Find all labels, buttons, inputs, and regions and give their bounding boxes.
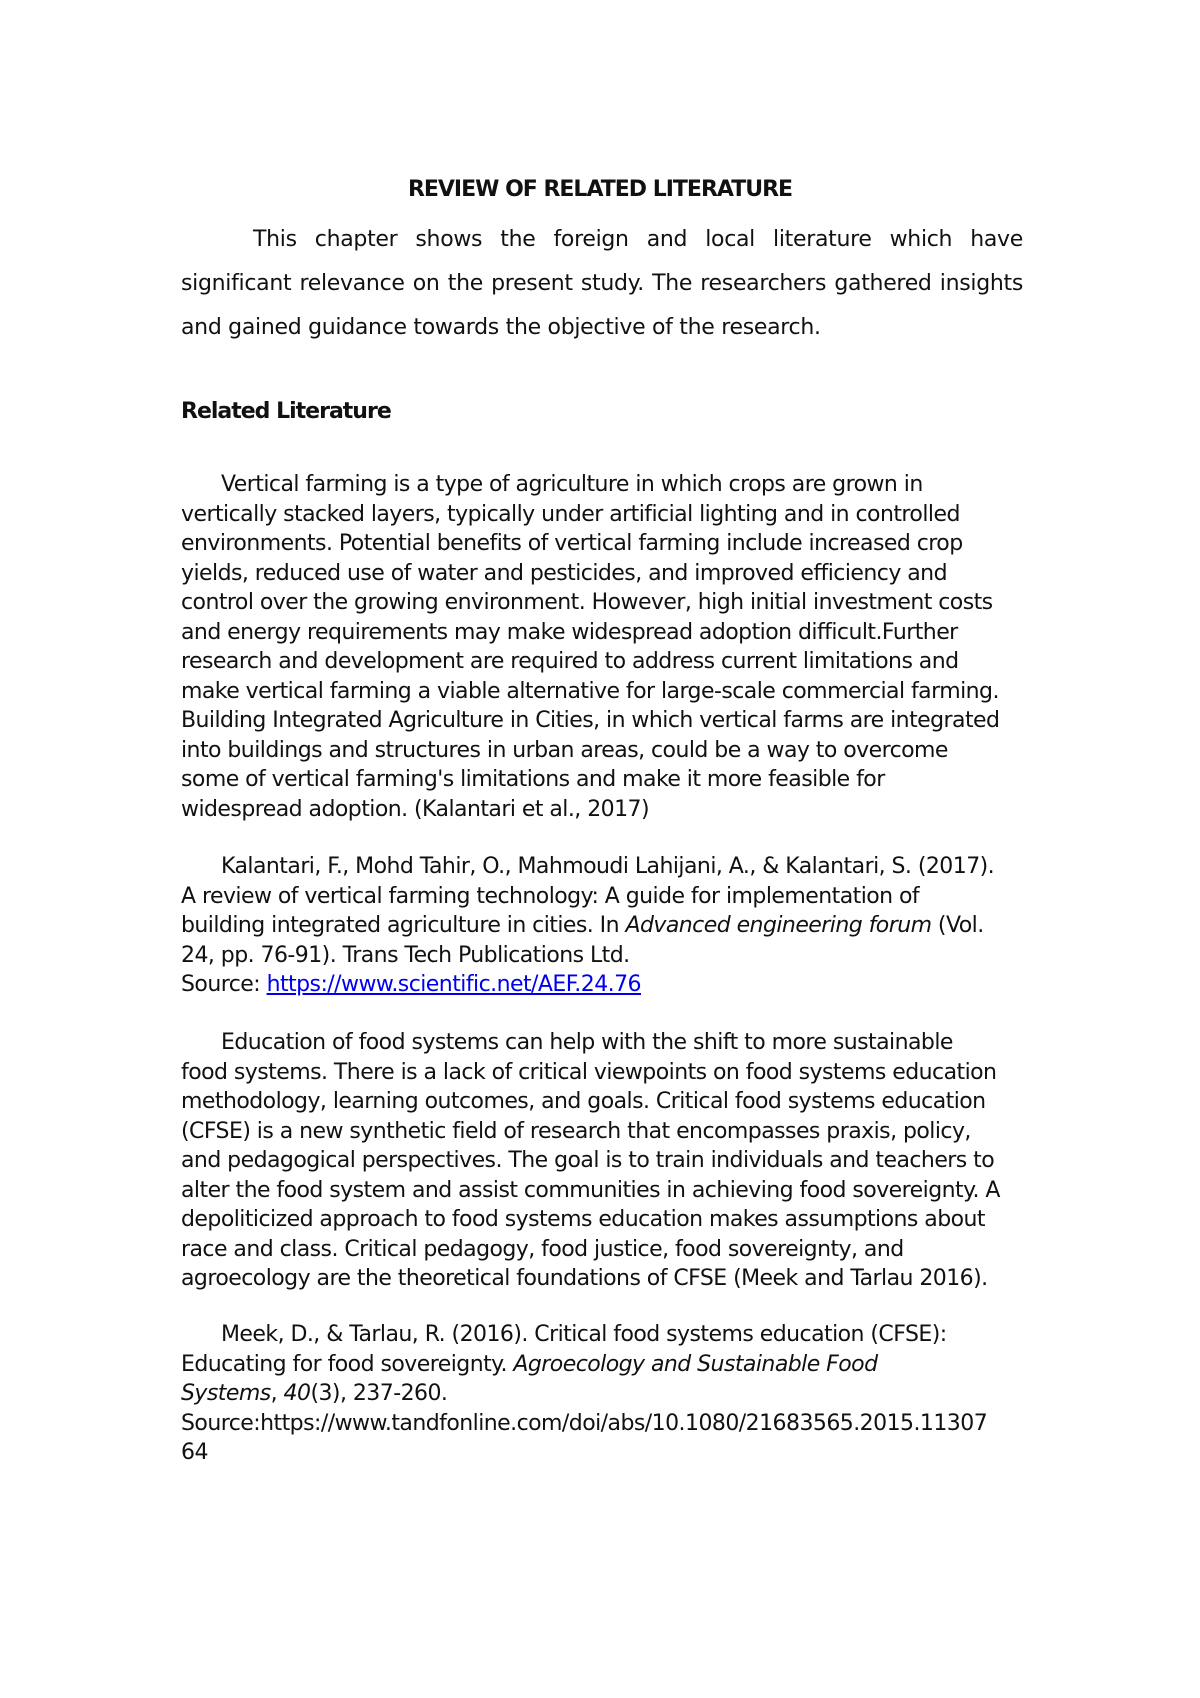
reference-text: (3), 237-260. xyxy=(310,1381,448,1406)
paragraph-line: alter the food system and assist communities in achieving food sovereignty. A xyxy=(181,1177,1000,1203)
intro-text: This chapter shows the foreign and local literature which have significant relevance on the present study. The researchers gathered insights and gained guidance towards the objective of the research. xyxy=(181,227,1023,340)
paragraph-line: (CFSE) is a new synthetic field of research that encompasses praxis, policy, xyxy=(181,1118,971,1144)
paragraph-line: race and class. Critical pedagogy, food justice, food sovereignty, and xyxy=(181,1236,904,1262)
intro-paragraph xyxy=(181,218,1023,350)
paragraph-line: research and development are required to address current limitations and xyxy=(181,649,959,674)
reference-line: Meek, D., & Tarlau, R. (2016). Critical food systems education (CFSE): xyxy=(221,1322,947,1347)
paragraph-line: into buildings and structures in urban areas, could be a way to overcome xyxy=(181,737,948,763)
source-line xyxy=(181,970,1061,1000)
journal-title: Systems xyxy=(181,1381,271,1406)
source-label: Source: xyxy=(181,972,267,997)
reference-meek-tarlau xyxy=(181,1320,1061,1468)
paragraph-line: control over the growing environment. However, high initial investment costs xyxy=(181,590,993,615)
reference-text: building integrated agriculture in cities. In xyxy=(181,913,626,938)
paragraph-line: some of vertical farming's limitations and make it more feasible for xyxy=(181,767,885,792)
reference-line: Kalantari, F., Mohd Tahir, O., Mahmoudi Lahijani, A., & Kalantari, S. (2017). xyxy=(221,854,995,879)
reference-text: , xyxy=(270,1381,284,1406)
paragraph-line: vertically stacked layers, typically under artificial lighting and in controlled xyxy=(181,501,960,527)
source-line: 64 xyxy=(181,1440,208,1465)
paragraph-line: yields, reduced use of water and pesticides, and improved efficiency and xyxy=(181,560,947,586)
paragraph-line: Vertical farming is a type of agriculture in which crops are grown in xyxy=(221,472,923,497)
source-link[interactable]: https://www.scientific.net/AEF.24.76 xyxy=(266,972,641,997)
journal-title: Agroecology and Sustainable Food xyxy=(513,1351,878,1377)
reference-line: A review of vertical farming technology: A guide for implementation of xyxy=(181,883,920,909)
paragraph-line: agroecology are the theoretical foundations of CFSE (Meek and Tarlau 2016). xyxy=(181,1266,988,1291)
section-heading: Related Literature xyxy=(181,399,391,424)
journal-title: Advanced engineering forum xyxy=(625,913,932,938)
paragraph-food-systems xyxy=(181,1028,1061,1294)
paragraph-vertical-farming xyxy=(181,470,1061,824)
journal-volume: 40 xyxy=(283,1381,311,1406)
paragraph-line: environments. Potential benefits of vertical farming include increased crop xyxy=(181,531,963,556)
reference-kalantari xyxy=(181,852,1061,1000)
paragraph-line: methodology, learning outcomes, and goals. Critical food systems education xyxy=(181,1089,986,1114)
reference-line: 24, pp. 76-91). Trans Tech Publications Ltd. xyxy=(181,942,630,968)
reference-text: (Vol. xyxy=(931,913,984,938)
paragraph-line: depoliticized approach to food systems education makes assumptions about xyxy=(181,1207,986,1232)
paragraph-line: Education of food systems can help with the shift to more sustainable xyxy=(221,1030,953,1055)
paragraph-line: and pedagogical perspectives. The goal is to train individuals and teachers to xyxy=(181,1148,995,1173)
reference-line xyxy=(181,911,1061,941)
paragraph-line: make vertical farming a viable alternative for large-scale commercial farming. xyxy=(181,678,999,704)
reference-line xyxy=(181,1379,1061,1409)
chapter-title: REVIEW OF RELATED LITERATURE xyxy=(407,177,793,202)
reference-line xyxy=(181,1350,1061,1380)
reference-text: Educating for food sovereignty. xyxy=(181,1351,514,1377)
paragraph-line: widespread adoption. (Kalantari et al., 2017) xyxy=(181,796,650,822)
paragraph-line: food systems. There is a lack of critical viewpoints on food systems education xyxy=(181,1059,997,1085)
paragraph-line: and energy requirements may make widespread adoption difficult.Further xyxy=(181,619,958,645)
source-line: Source:https://www.tandfonline.com/doi/abs/10.1080/21683565.2015.11307 xyxy=(181,1410,988,1436)
paragraph-line: Building Integrated Agriculture in Cities, in which vertical farms are integrated xyxy=(181,708,1000,733)
